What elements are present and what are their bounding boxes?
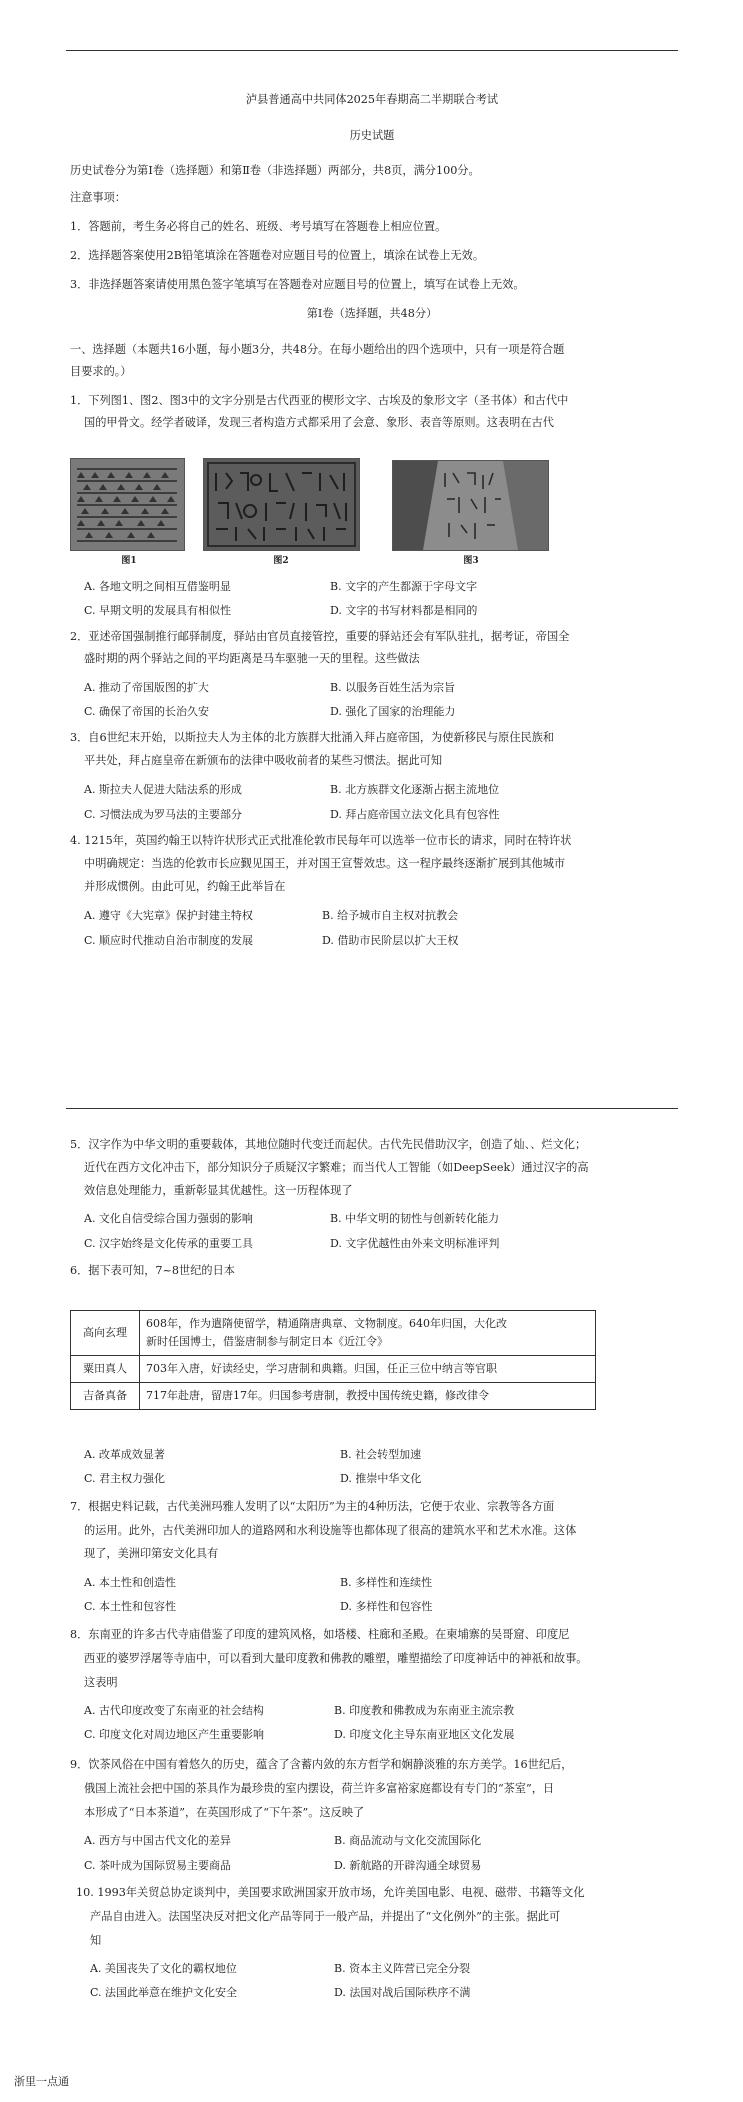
q3-stem-line-1: 3．自6世纪末开始，以斯拉夫人为主体的北方族群大批涌入拜占庭帝国，为使新移民与原住民族和	[70, 731, 555, 744]
q6-option-d[interactable]: D. 推崇中华文化	[340, 1472, 422, 1485]
hieroglyph-stone-image	[203, 458, 360, 551]
notice-3: 3．非选择题答案请使用黑色签字笔填写在答题卷对应题目号的位置上，填写在试卷上无效。	[70, 278, 525, 291]
table-cell-text-line: 新时任国博士，借鉴唐制参与制定日本《近江令》	[146, 1335, 388, 1348]
section-title: 第Ⅰ卷（选择题，共48分）	[306, 307, 438, 320]
q10-stem-line-3: 知	[90, 1934, 102, 1947]
q7-option-d[interactable]: D. 多样性和包容性	[340, 1600, 433, 1613]
subject-title: 历史试题	[349, 129, 395, 142]
q5-option-c[interactable]: C. 汉字始终是文化传承的重要工具	[84, 1237, 254, 1250]
exam-title: 泸县普通高中共同体2025年春期高二半期联合考试	[245, 93, 499, 106]
section-instruction-line-1: 一、选择题（本题共16小题，每小题3分，共48分。在每小题给出的四个选项中，只有一项是符合题	[70, 343, 565, 356]
oracle-bone-image	[392, 460, 549, 551]
q8-option-c[interactable]: C. 印度文化对周边地区产生重要影响	[84, 1728, 265, 1741]
figure-2-caption: 图2	[273, 556, 289, 566]
q10-stem-line-2: 产品自由进入。法国坚决反对把文化产品等同于一般产品，并提出了“文化例外”的主张。据此可	[90, 1910, 561, 1923]
table-cell-text: 703年入唐，好读经史，学习唐制和典籍。归国，任正三位中纳言等官职	[140, 1356, 596, 1383]
q8-stem-line-3: 这表明	[84, 1676, 118, 1689]
q7-option-c[interactable]: C. 本土性和包容性	[84, 1600, 177, 1613]
q4-option-a[interactable]: A. 遵守《大宪章》保护封建主特权	[84, 909, 253, 922]
q5-option-b[interactable]: B. 中华文明的韧性与创新转化能力	[330, 1212, 500, 1225]
notice-2: 2．选择题答案使用2B铅笔填涂在答题卷对应题目号的位置上，填涂在试卷上无效。	[70, 249, 485, 262]
q9-stem-line-2: 俄国上流社会把中国的茶具作为最珍贵的室内摆设，荷兰许多富裕家庭都设有专门的“茶室”，日	[84, 1782, 555, 1795]
q6-option-c[interactable]: C. 君主权力强化	[84, 1472, 166, 1485]
q6-option-a[interactable]: A. 改革成效显著	[84, 1448, 165, 1461]
table-cell-name: 吉备真备	[71, 1383, 140, 1410]
q6-option-b[interactable]: B. 社会转型加速	[340, 1448, 422, 1461]
q3-option-d[interactable]: D. 拜占庭帝国立法文化具有包容性	[330, 808, 500, 821]
q2-stem-line-2: 盛时期的两个驿站之间的平均距离是马车驱驰一天的里程。这些做法	[84, 652, 420, 665]
cuneiform-tablet-image	[70, 458, 185, 551]
q7-option-b[interactable]: B. 多样性和连续性	[340, 1576, 433, 1589]
q8-stem-line-2: 西亚的婆罗浮屠等寺庙中，可以看到大量印度教和佛教的雕塑，雕塑描绘了印度神话中的神祇和故事。	[84, 1652, 588, 1665]
table-cell-text: 717年赴唐，留唐17年。归国参考唐制，教授中国传统史籍，修改律令	[140, 1383, 596, 1410]
q9-stem-line-3: 本形成了“日本茶道”，在英国形成了“下午茶”。这反映了	[84, 1806, 365, 1819]
q5-stem-line-2: 近代在西方文化冲击下，部分知识分子质疑汉字繁难；而当代人工智能（如DeepSeek）通过汉字的高	[84, 1161, 589, 1174]
q8-stem-line-1: 8．东南亚的许多古代寺庙借鉴了印度的建筑风格，如塔楼、柱廊和圣殿。在柬埔寨的吴哥窟、印度尼	[70, 1628, 570, 1641]
q8-option-a[interactable]: A. 古代印度改变了东南亚的社会结构	[84, 1704, 264, 1717]
q10-option-a[interactable]: A. 美国丧失了文化的霸权地位	[90, 1962, 237, 1975]
q1-option-b[interactable]: B. 文字的产生都源于字母文字	[330, 580, 478, 593]
q7-stem-line-1: 7．根据史料记载，古代美洲玛雅人发明了以“太阳历”为主的4种历法，它便于农业、宗教等各方面	[70, 1500, 555, 1513]
page-break-rule	[66, 1108, 678, 1109]
q6-stem: 6．据下表可知，7~8世纪的日本	[70, 1264, 235, 1277]
q7-stem-line-3: 现了，美洲印第安文化具有	[84, 1547, 219, 1560]
q9-stem-line-1: 9．饮茶风俗在中国有着悠久的历史，蕴含了含蓄内敛的东方哲学和娴静淡雅的东方美学。16世纪后，	[70, 1758, 573, 1771]
table-row	[71, 1383, 596, 1410]
q2-option-b[interactable]: B. 以服务百姓生活为宗旨	[330, 681, 456, 694]
q2-option-a[interactable]: A. 推动了帝国版图的扩大	[84, 681, 209, 694]
q8-option-b[interactable]: B. 印度教和佛教成为东南亚主流宗教	[334, 1704, 515, 1717]
q4-option-c[interactable]: C. 顺应时代推动自治市制度的发展	[84, 934, 254, 947]
q9-option-c[interactable]: C. 茶叶成为国际贸易主要商品	[84, 1859, 232, 1872]
q5-option-a[interactable]: A. 文化自信受综合国力强弱的影响	[84, 1212, 253, 1225]
table-cell-name: 高向玄理	[71, 1311, 140, 1356]
q4-option-d[interactable]: D. 借助市民阶层以扩大王权	[322, 934, 459, 947]
q10-option-d[interactable]: D. 法国对战后国际秩序不满	[334, 1986, 471, 1999]
intro-text: 历史试卷分为第Ⅰ卷（选择题）和第Ⅱ卷（非选择题）两部分，共8页，满分100分。	[70, 164, 480, 177]
q7-stem-line-2: 的运用。此外，古代美洲印加人的道路网和水利设施等也都体现了很高的建筑水平和艺术水准。这体	[84, 1524, 577, 1537]
q2-option-c[interactable]: C. 确保了帝国的长治久安	[84, 705, 210, 718]
q9-option-a[interactable]: A. 西方与中国古代文化的差异	[84, 1834, 231, 1847]
footer-watermark: 浙里一点通	[14, 2075, 69, 2088]
q3-option-a[interactable]: A. 斯拉夫人促进大陆法系的形成	[84, 783, 242, 796]
q5-option-d[interactable]: D. 文字优越性由外来文明标准评判	[330, 1237, 500, 1250]
q4-stem-line-2: 中明确规定：当选的伦敦市长应觐见国王，并对国王宣誓效忠。这一程序最终逐渐扩展到其他城市	[84, 857, 566, 870]
q3-option-c[interactable]: C. 习惯法成为罗马法的主要部分	[84, 808, 243, 821]
q5-stem-line-3: 效信息处理能力，重新彰显其优越性。这一历程体现了	[84, 1184, 353, 1197]
q4-stem-line-3: 并形成惯例。由此可见，约翰王此举旨在	[84, 880, 286, 893]
q10-option-c[interactable]: C. 法国此举意在维护文化安全	[90, 1986, 238, 1999]
q4-option-b[interactable]: B. 给予城市自主权对抗教会	[322, 909, 459, 922]
q9-option-b[interactable]: B. 商品流动与文化交流国际化	[334, 1834, 482, 1847]
q4-stem-line-1: 4. 1215年，英国约翰王以特许状形式正式批准伦敦市民每年可以选举一位市长的请求，同时在特许状	[70, 834, 572, 847]
q1-option-d[interactable]: D. 文字的书写材料都是相同的	[330, 604, 478, 617]
notice-title: 注意事项：	[70, 191, 126, 204]
q5-stem-line-1: 5．汉字作为中华文明的重要载体，其地位随时代变迁而起伏。古代先民借助汉字，创造了灿、、烂文化；	[70, 1138, 587, 1151]
top-rule	[66, 50, 678, 51]
q6-table	[70, 1310, 596, 1410]
figure-3-caption: 图3	[463, 556, 479, 566]
table-row	[71, 1311, 596, 1356]
figure-1-caption: 图1	[121, 556, 137, 566]
table-cell-text	[140, 1311, 596, 1356]
q3-stem-line-2: 平共处，拜占庭皇帝在新颁布的法律中吸收前者的某些习惯法。据此可知	[84, 754, 443, 767]
q2-option-d[interactable]: D. 强化了国家的治理能力	[330, 705, 456, 718]
table-row	[71, 1356, 596, 1383]
q2-stem-line-1: 2．亚述帝国强制推行邮驿制度，驿站由官员直接管控，重要的驿站还会有军队驻扎，据考证，帝国全	[70, 630, 570, 643]
q7-option-a[interactable]: A. 本土性和创造性	[84, 1576, 176, 1589]
table-cell-text-line: 608年，作为遣隋使留学，精通隋唐典章、文物制度。640年归国，大化改	[146, 1317, 507, 1330]
section-instruction-line-2: 目要求的。）	[70, 365, 132, 378]
q9-option-d[interactable]: D. 新航路的开辟沟通全球贸易	[334, 1859, 482, 1872]
q1-stem-line-1: 1．下列图1、图2、图3中的文字分别是古代西亚的楔形文字、古埃及的象形文字（圣书体）和古代中	[70, 394, 569, 407]
q3-option-b[interactable]: B. 北方族群文化逐渐占据主流地位	[330, 783, 500, 796]
q8-option-d[interactable]: D. 印度文化主导东南亚地区文化发展	[334, 1728, 515, 1741]
q1-option-a[interactable]: A. 各地文明之间相互借鉴明显	[84, 580, 231, 593]
q1-option-c[interactable]: C. 早期文明的发展具有相似性	[84, 604, 232, 617]
q10-option-b[interactable]: B. 资本主义阵营已完全分裂	[334, 1962, 471, 1975]
q1-stem-line-2: 国的甲骨文。经学者破译，发现三者构造方式都采用了会意、象形、表音等原则。这表明在古代	[84, 416, 554, 429]
table-cell-name: 粟田真人	[71, 1356, 140, 1383]
notice-1: 1．答题前，考生务必将自己的姓名、班级、考号填写在答题卷上相应位置。	[70, 220, 447, 233]
q10-stem-line-1: 10. 1993年关贸总协定谈判中，美国要求欧洲国家开放市场，允许美国电影、电视、磁带、书籍等文化	[76, 1886, 585, 1899]
